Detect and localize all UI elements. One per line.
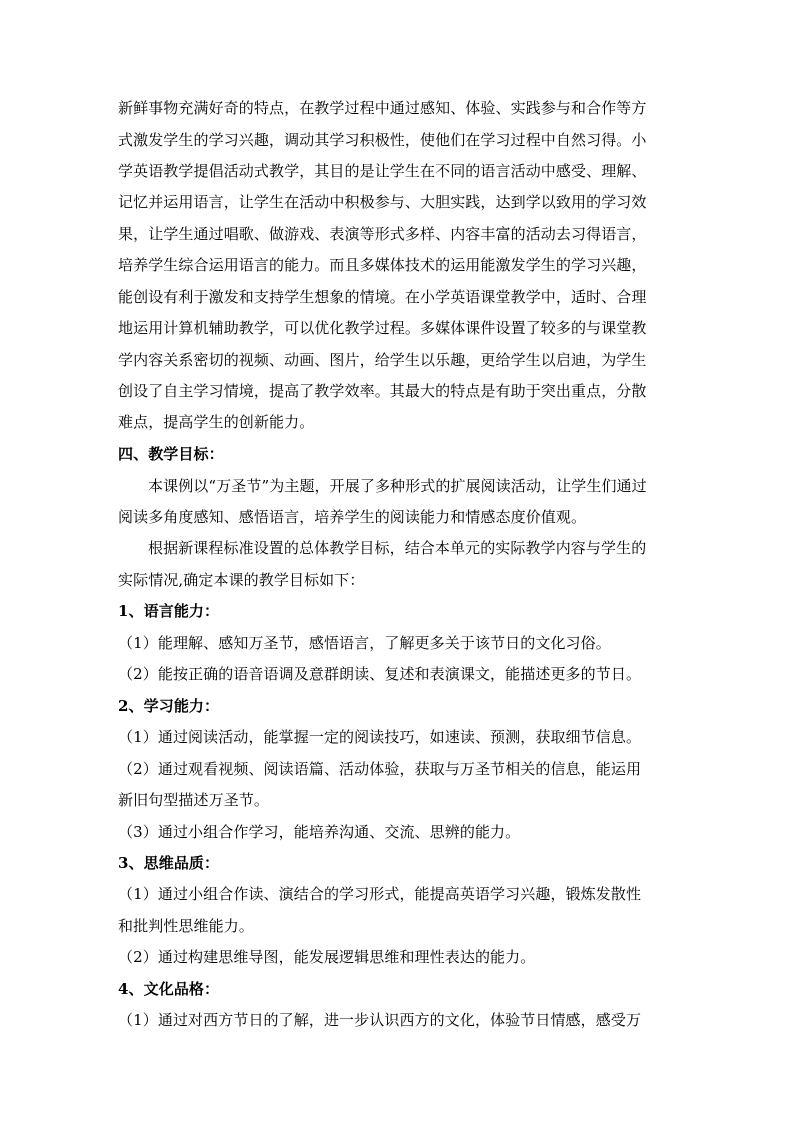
paragraph-line: 创设了自主学习情境，提高了教学效率。其最大的特点是有助于突出重点，分散 [118, 382, 647, 400]
list-item: （2）通过构建思维导图，能发展逻辑思维和理性表达的能力。 [118, 948, 536, 966]
paragraph-line: 本课例以“万圣节”为主题，开展了多种形式的扩展阅读活动，让学生们通过 [148, 477, 647, 495]
list-item-continuation: 新旧句型描述万圣节。 [118, 791, 270, 809]
list-item: （3）通过小组合作学习，能培养沟通、交流、思辨的能力。 [118, 823, 521, 841]
subsection-heading: 3、思维品质： [118, 854, 220, 872]
list-item-continuation: 和批判性思维能力。 [118, 917, 254, 935]
section-heading: 四、教学目标： [118, 445, 224, 463]
list-item: （2）能按正确的语音语调及意群朗读、复述和表演课文，能描述更多的节日。 [118, 665, 642, 683]
paragraph-line: 难点，提高学生的创新能力。 [118, 413, 315, 431]
list-item: （1）能理解、感知万圣节，感悟语言，了解更多关于该节日的文化习俗。 [118, 634, 611, 652]
paragraph-line: 阅读多角度感知、感悟语言，培养学生的阅读能力和情感态度价值观。 [118, 508, 587, 526]
paragraph-line: 式激发学生的学习兴趣，调动其学习积极性，使他们在学习过程中自然习得。小 [118, 131, 647, 149]
paragraph-line: 能创设有利于激发和支持学生想象的情境。在小学英语课堂教学中，适时、合理 [118, 288, 647, 306]
paragraph-line: 新鲜事物充满好奇的特点，在教学过程中通过感知、体验、实践参与和合作等方 [118, 99, 647, 117]
paragraph-line: 学内容关系密切的视频、动画、图片，给学生以乐趣，更给学生以启迪，为学生 [118, 351, 647, 369]
paragraph-line: 根据新课程标准设置的总体教学目标，结合本单元的实际教学内容与学生的 [148, 539, 647, 557]
list-item: （1）通过阅读活动，能掌握一定的阅读技巧，如速读、预测，获取细节信息。 [118, 728, 642, 746]
paragraph-line: 记忆并运用语言，让学生在活动中积极参与、大胆实践，达到学以致用的学习效 [118, 193, 647, 211]
subsection-heading: 2、学习能力： [118, 697, 220, 715]
paragraph-line: 地运用计算机辅助教学，可以优化教学过程。多媒体课件设置了较多的与课堂教 [118, 319, 647, 337]
list-item: （1）通过对西方节日的了解，进一步认识西方的文化，体验节日情感，感受万 [118, 1011, 642, 1029]
paragraph-line: 培养学生综合运用语言的能力。而且多媒体技术的运用能激发学生的学习兴趣， [118, 256, 647, 274]
subsection-heading: 4、文化品格： [118, 980, 220, 998]
list-item: （1）通过小组合作读、演结合的学习形式，能提高英语学习兴趣，锻炼发散性 [118, 885, 642, 903]
subsection-heading: 1、语言能力： [118, 602, 220, 620]
paragraph-line: 学英语教学提倡活动式教学，其目的是让学生在不同的语言活动中感受、理解、 [118, 162, 647, 180]
paragraph-line: 果，让学生通过唱歌、做游戏、表演等形式多样、内容丰富的活动去习得语言， [118, 225, 647, 243]
paragraph-line: 实际情况,确定本课的教学目标如下： [118, 571, 365, 589]
list-item: （2）通过观看视频、阅读语篇、活动体验，获取与万圣节相关的信息，能运用 [118, 760, 642, 778]
